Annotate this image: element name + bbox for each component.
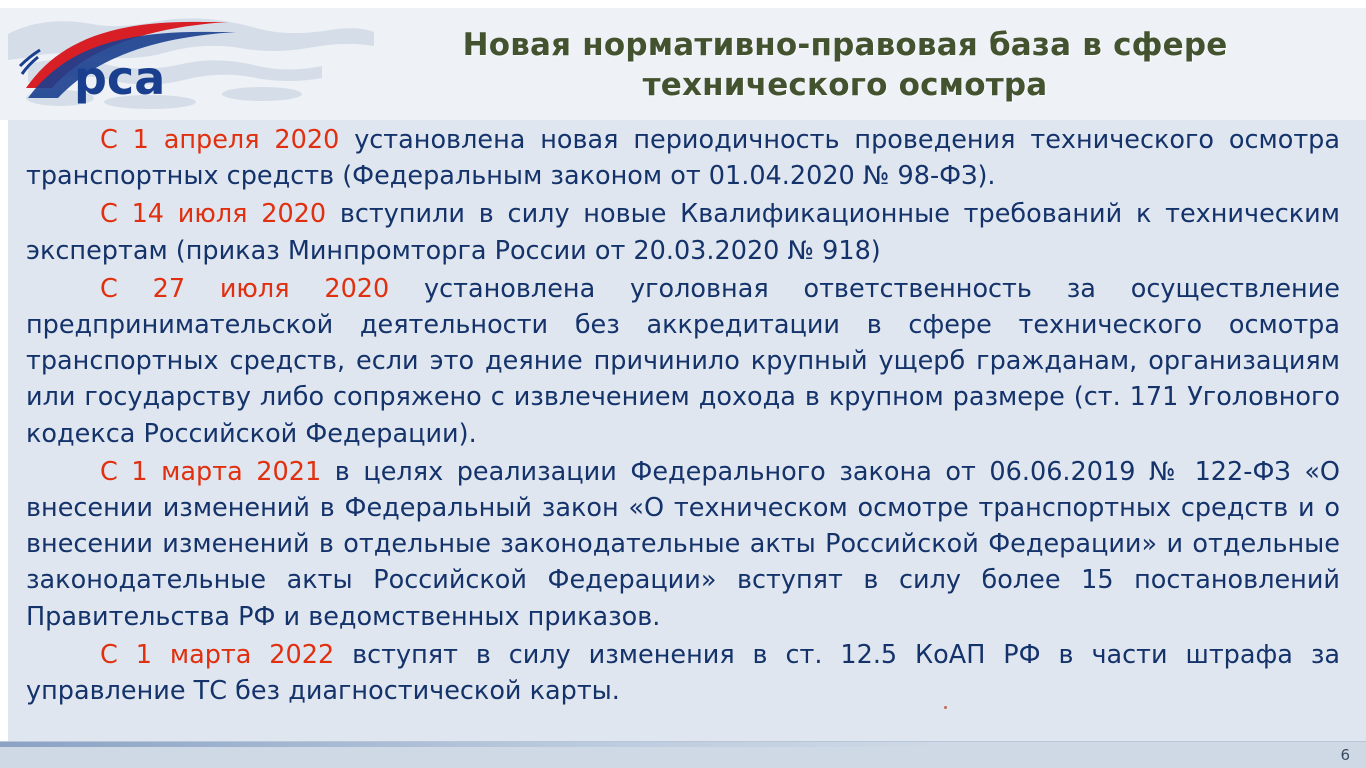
paragraph-text: в целях реализации Федерального закона от 06.06.2019 № 122-ФЗ «О внесении изменений в Федеральный закон «О техническом осмотре транспортных средств и о внесении изменений в отдельные законодательные акты Российской Федерации» и отдельные законодательные акты Российской Федерации» вступят в силу более 15 постановлений Правительства РФ и ведомственных приказов. [26,456,1340,632]
rsa-logo-icon [18,14,268,110]
paragraph-text: установлена новая периодичность проведения технического осмотра транспортных средств (Федеральным законом от 01.04.2020 № 98-ФЗ). [26,125,1340,192]
page-title-line-1: Новая нормативно-правовая база в сфере [462,27,1228,63]
footer-accent-bar [0,742,1366,747]
page-number: 6 [1340,746,1350,764]
date-highlight: С 1 апреля 2020 [100,125,340,155]
paragraph-text: вступили в силу новые Квалификационные требований к техническим экспертам (приказ Минпромторга России от 20.03.2020 № 918) [26,199,1340,266]
date-highlight: С 14 июля 2020 [100,199,327,230]
page-title-line-2: технического осмотра [642,66,1048,103]
paragraph [26,122,1340,194]
paragraph-text: вступят в силу изменения в ст. 12.5 КоАП РФ в части штрафа за управление ТС без диагностической карты. [26,639,1340,707]
logo-text: рса [74,51,166,105]
paragraph-text: установлена уголовная ответственность за осуществление предпринимательской деятельности без аккредитации в сфере технического осмотра транспортных средств, если это деяние причинило крупный ущерб гражданам, организациям или государству либо сопряжено с извлечением дохода в крупном размере (ст. 171 Уголовного кодекса Российской Федерации). [26,273,1340,449]
date-highlight: С 1 марта 2021 [100,456,322,487]
slide-body [0,122,1366,742]
paragraph [26,196,1340,268]
date-highlight: С 1 марта 2022 [100,639,335,670]
paragraph [26,271,1340,452]
slide-header [0,8,1366,120]
paragraph [26,637,1340,709]
page-title [340,26,1350,105]
slide-footer [0,741,1366,768]
stray-mark [944,706,947,709]
top-white-band [0,0,1366,8]
paragraph [26,454,1340,635]
date-highlight: С 27 июля 2020 [100,273,390,304]
